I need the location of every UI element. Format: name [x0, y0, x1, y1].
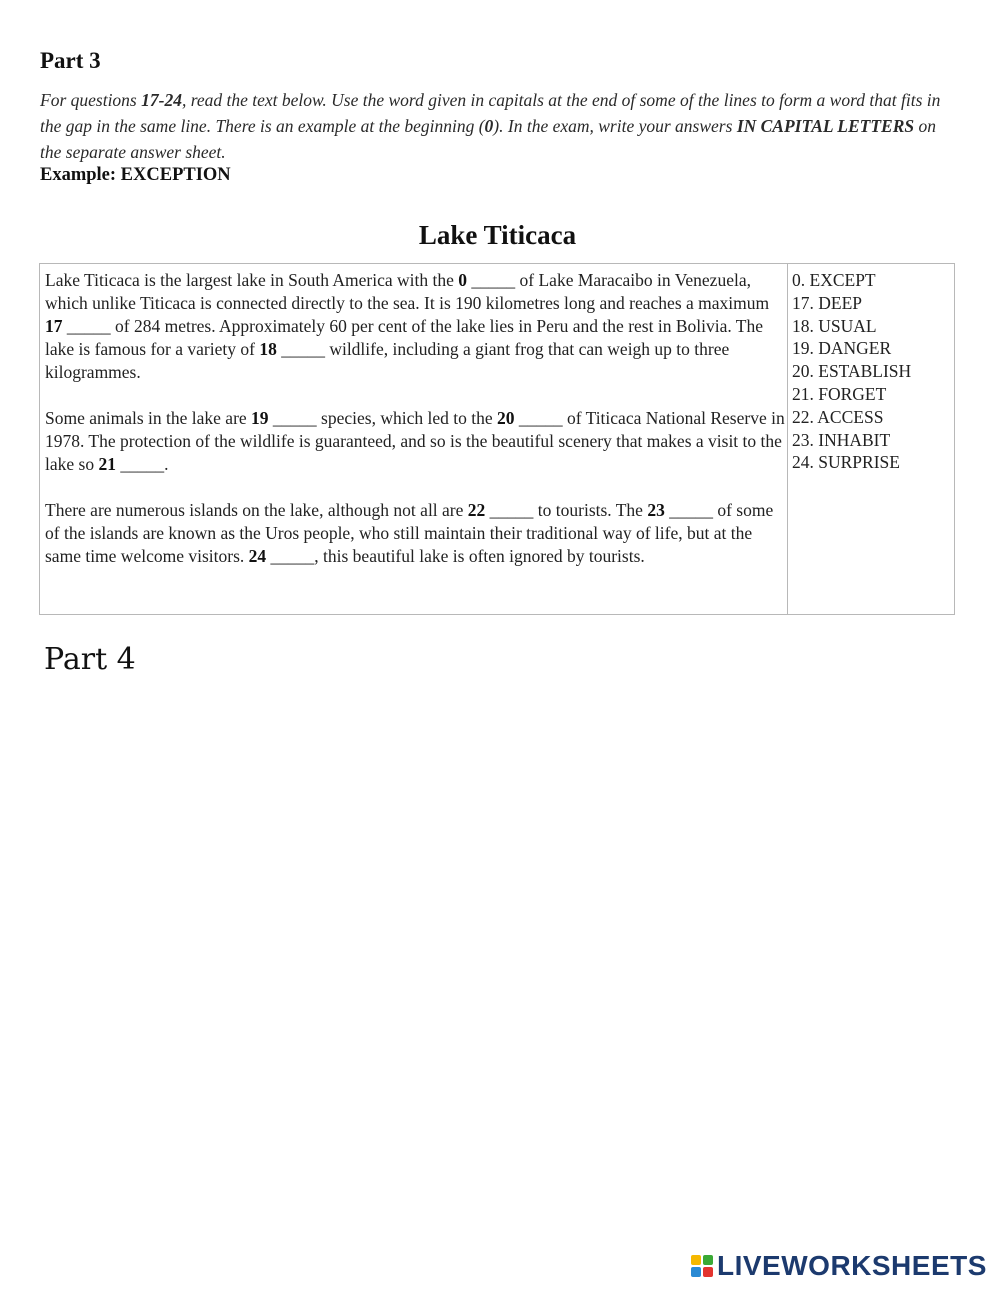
gap-number-21: 21 — [98, 454, 116, 474]
word-item: 18. USUAL — [792, 315, 877, 336]
gap-number-23: 23 — [647, 500, 665, 520]
instructions-text: on the separate answer sheet. — [40, 116, 936, 162]
text-title: Lake Titicaca — [418, 220, 577, 250]
passage-text: _____ of some of the islands are known as the Uros people, who still maintain their traditional way of life, but at the same time welcome visitors. — [45, 500, 774, 566]
paragraph-1 — [45, 269, 787, 384]
paragraph-2 — [45, 407, 787, 476]
word-item: 17. DEEP — [792, 292, 862, 313]
gap-number-24: 24 — [248, 546, 267, 566]
passage-text: _____ of Titicaca National Reserve in 1978. The protection of the wildlife is guaranteed, and so is the beautiful scenery that makes a visit to the lake so — [45, 408, 785, 474]
passage-cell — [40, 264, 788, 614]
word-item: 19. DANGER — [792, 338, 892, 359]
word-item: 0. EXCEPT — [792, 270, 876, 290]
logo-mark-icon — [691, 1255, 713, 1277]
gap-number-0: 0 — [458, 270, 468, 290]
question-range: 17-24 — [141, 90, 182, 110]
instructions-text: , read the text below. Use the word given in capitals at the end of some of the lines to form a word that fits in the gap in the same line. There is an example at the beginning ( — [40, 90, 941, 136]
gap-number-22: 22 — [467, 500, 486, 520]
logo-text: LIVEWORKSHEETS — [717, 1250, 987, 1281]
gap-number-18: 18 — [259, 339, 277, 359]
passage-text: _____ to tourists. The — [485, 500, 648, 520]
gap-number-17: 17 — [45, 316, 63, 336]
instructions-text: For questions — [40, 90, 142, 110]
passage-text: _____ species, which led to the — [268, 408, 497, 428]
word-formation-table — [39, 263, 955, 615]
liveworksheets-logo — [691, 1250, 987, 1282]
part-4-heading: Part 4 — [44, 642, 136, 677]
instructions-text: ). In the exam, write your answers — [493, 116, 737, 136]
passage-text: _____ wildlife, including a giant frog that can weigh up to three kilogrammes. — [45, 339, 730, 382]
passage-text: Lake Titicaca is the largest lake in South America with the — [45, 270, 459, 290]
passage-text: _____. — [115, 454, 169, 474]
passage-text: Some animals in the lake are — [45, 408, 252, 428]
gap-number-20: 20 — [496, 408, 515, 428]
word-item: 20. ESTABLISH — [792, 361, 912, 382]
passage-text: _____, this beautiful lake is often ignored by tourists. — [266, 546, 645, 566]
instructions — [40, 87, 960, 165]
passage-text: _____ of 284 metres. Approximately 60 per cent of the lake lies in Peru and the rest in Bolivia. The lake is famous for a variety of — [45, 316, 763, 359]
gap-number-19: 19 — [251, 408, 269, 428]
passage-text: There are numerous islands on the lake, although not all are — [45, 500, 468, 520]
word-item: 22. ACCESS — [792, 406, 884, 427]
paragraph-3 — [45, 499, 787, 568]
part-3-heading: Part 3 — [40, 48, 101, 73]
capital-letters-emphasis: IN CAPITAL LETTERS — [736, 116, 915, 136]
word-item: 23. INHABIT — [792, 429, 891, 450]
word-item: 21. FORGET — [792, 383, 887, 404]
example-line: Example: EXCEPTION — [40, 165, 231, 185]
example-number: 0 — [484, 116, 494, 136]
word-list-cell — [788, 264, 954, 614]
passage-text: _____ of Lake Maracaibo in Venezuela, which unlike Titicaca is connected directly to the sea. It is 190 kilometres long and reaches a maximum — [45, 270, 770, 313]
word-item: 24. SURPRISE — [792, 452, 900, 473]
